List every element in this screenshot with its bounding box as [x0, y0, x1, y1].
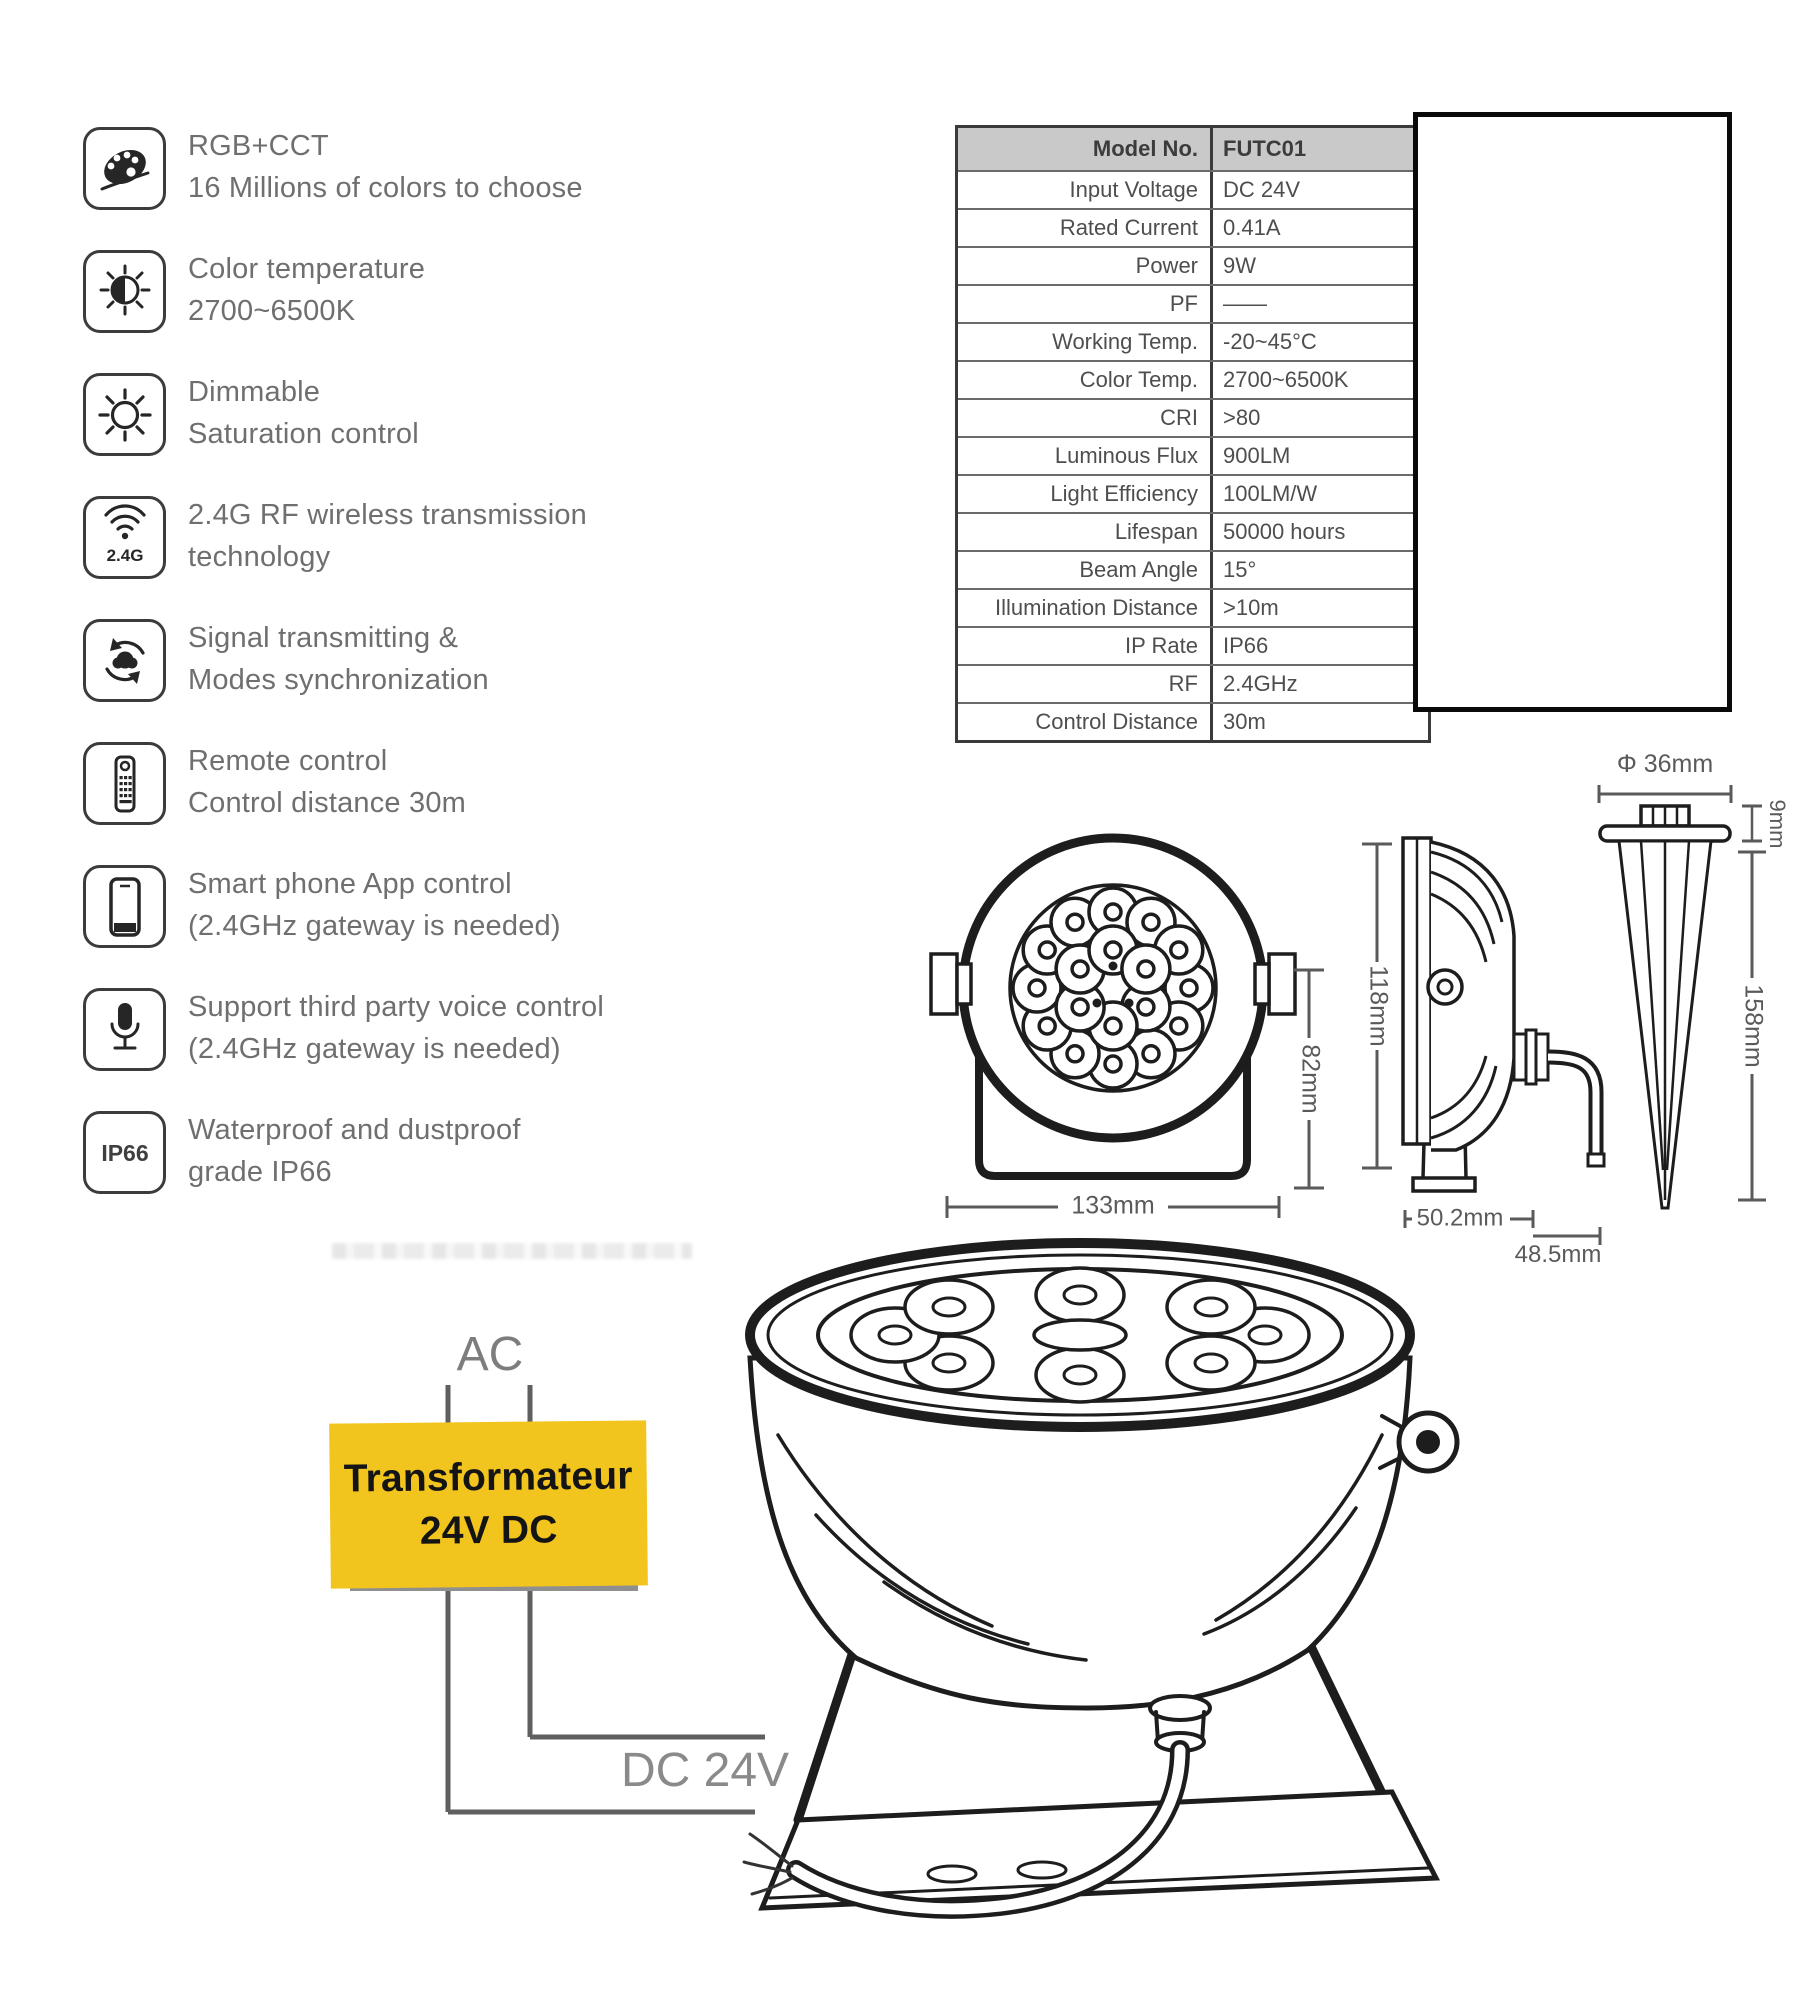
ip66-icon-box	[83, 1111, 166, 1194]
wiring-and-product	[300, 1230, 1450, 2000]
spec-header-label: Model No.	[958, 128, 1213, 170]
spec-table-header-row	[958, 128, 1428, 170]
transformer-label-line1: Transformateur	[343, 1454, 633, 1501]
spec-row	[958, 208, 1428, 246]
feature-line1: Signal transmitting &	[188, 622, 459, 654]
spec-row	[958, 474, 1428, 512]
spec-row	[958, 436, 1428, 474]
feature-line1: Smart phone App control	[188, 868, 512, 900]
feature-line2: (2.4GHz gateway is needed)	[188, 910, 561, 942]
sync-arrows-icon	[89, 625, 161, 697]
spec-row	[958, 284, 1428, 322]
dimension-drawings	[900, 740, 1800, 1268]
microphone-icon-box	[83, 988, 166, 1071]
spec-label: Illumination Distance	[958, 590, 1213, 626]
spec-row	[958, 322, 1428, 360]
feature-line2: 2700~6500K	[188, 295, 356, 327]
sync-icon-box	[83, 619, 166, 702]
spec-row	[958, 664, 1428, 702]
spec-row	[958, 588, 1428, 626]
spec-label: CRI	[958, 400, 1213, 436]
spec-label: Rated Current	[958, 210, 1213, 246]
spec-row	[958, 550, 1428, 588]
spec-label: Light Efficiency	[958, 476, 1213, 512]
spec-row	[958, 702, 1428, 740]
feature-line1: RGB+CCT	[188, 130, 329, 162]
remote-control-icon	[89, 748, 161, 820]
dimmable-icon-box	[83, 373, 166, 456]
dimmable-sun-icon	[89, 379, 161, 451]
spec-row	[958, 398, 1428, 436]
front-view-drawing	[931, 838, 1295, 1176]
spike-diameter-label: Φ 36mm	[1616, 750, 1714, 778]
spike-length-label: 158mm	[1739, 984, 1768, 1068]
spec-row	[958, 360, 1428, 398]
front-width-label: 133mm	[1071, 1191, 1155, 1220]
feature-line2: 16 Millions of colors to choose	[188, 172, 583, 204]
ground-spike-drawing	[1600, 806, 1730, 1208]
led-array	[851, 1268, 1309, 1402]
spec-row	[958, 170, 1428, 208]
spec-value: >80	[1223, 405, 1261, 430]
rf-badge-text: 2.4G	[106, 545, 143, 565]
feature-item-ip66	[83, 1111, 683, 1223]
feature-line2: Saturation control	[188, 418, 419, 450]
spec-value: 9W	[1223, 253, 1256, 278]
spec-table	[955, 125, 1431, 743]
blank-cover-box	[1413, 112, 1732, 712]
spec-value: 30m	[1223, 709, 1266, 734]
spec-value: 15°	[1223, 557, 1257, 582]
ip66-icon	[89, 1117, 161, 1189]
transformer-label-line2: 24V DC	[419, 1507, 558, 1553]
feature-line1: Dimmable	[188, 376, 321, 408]
side-height-label: 118mm	[1364, 965, 1393, 1047]
spec-label: Beam Angle	[958, 552, 1213, 588]
color-temperature-icon	[89, 256, 161, 328]
color-temperature-icon-box	[83, 250, 166, 333]
spec-value: DC 24V	[1223, 177, 1301, 202]
feature-item-color-temperature	[83, 250, 683, 362]
rf-24g-icon-box	[83, 496, 166, 579]
transformer-box	[329, 1420, 648, 1588]
remote-control-icon-box	[83, 742, 166, 825]
spec-label: Input Voltage	[958, 172, 1213, 208]
palette-icon	[89, 133, 161, 205]
feature-line1: Remote control	[188, 745, 388, 777]
feature-line1: 2.4G RF wireless transmission	[188, 499, 588, 531]
spec-label: RF	[958, 666, 1213, 702]
spec-label: Control Distance	[958, 704, 1213, 740]
spec-value: IP66	[1223, 633, 1269, 658]
spec-value: -20~45°C	[1223, 329, 1317, 354]
product-illustration	[744, 1243, 1457, 1909]
spec-value: 50000 hours	[1223, 519, 1346, 544]
feature-item-rf	[83, 496, 683, 608]
spec-value: 100LM/W	[1223, 481, 1318, 506]
feature-item-sync	[83, 619, 683, 731]
spec-label: Lifespan	[958, 514, 1213, 550]
spec-value: 0.41A	[1223, 215, 1281, 240]
ip66-badge-text: IP66	[100, 1139, 149, 1166]
spec-label: IP Rate	[958, 628, 1213, 664]
feature-item-rgbcct	[83, 127, 683, 239]
spec-header-value: FUTC01	[1223, 136, 1307, 161]
microphone-icon	[89, 994, 161, 1066]
feature-line2: Modes synchronization	[188, 664, 489, 696]
spec-row	[958, 246, 1428, 284]
feature-item-dimmable	[83, 373, 683, 485]
side-depth2-label: 48.5mm	[1514, 1241, 1602, 1268]
spec-label: Working Temp.	[958, 324, 1213, 360]
spec-label: PF	[958, 286, 1213, 322]
front-height-label: 82mm	[1296, 1044, 1325, 1114]
side-depth-label: 50.2mm	[1416, 1204, 1504, 1232]
ac-label: AC	[456, 1328, 524, 1381]
spec-value: 900LM	[1223, 443, 1291, 468]
spec-value: 2.4GHz	[1223, 671, 1298, 696]
smartphone-icon	[89, 871, 161, 943]
dc-label: DC 24V	[620, 1744, 790, 1797]
spec-label: Power	[958, 248, 1213, 284]
palette-icon-box	[83, 127, 166, 210]
feature-line2: (2.4GHz gateway is needed)	[188, 1033, 561, 1065]
spec-value: >10m	[1223, 595, 1279, 620]
feature-item-app	[83, 865, 683, 977]
spec-value: ——	[1223, 291, 1267, 316]
feature-line2: Control distance 30m	[188, 787, 467, 819]
feature-line1: Color temperature	[188, 253, 426, 285]
smartphone-icon-box	[83, 865, 166, 948]
feature-item-voice	[83, 988, 683, 1100]
spec-value: 2700~6500K	[1223, 367, 1349, 392]
feature-line2: grade IP66	[188, 1156, 332, 1188]
rf-2-4g-wifi-icon	[89, 502, 161, 574]
feature-item-remote	[83, 742, 683, 854]
spec-label: Luminous Flux	[958, 438, 1213, 474]
spec-row	[958, 626, 1428, 664]
feature-line1: Support third party voice control	[188, 991, 605, 1023]
spec-label: Color Temp.	[958, 362, 1213, 398]
feature-line1: Waterproof and dustproof	[188, 1114, 521, 1146]
feature-line2: technology	[188, 541, 331, 573]
spike-plate-label: 9mm	[1765, 799, 1791, 849]
spec-row	[958, 512, 1428, 550]
side-view-drawing	[1403, 838, 1604, 1191]
